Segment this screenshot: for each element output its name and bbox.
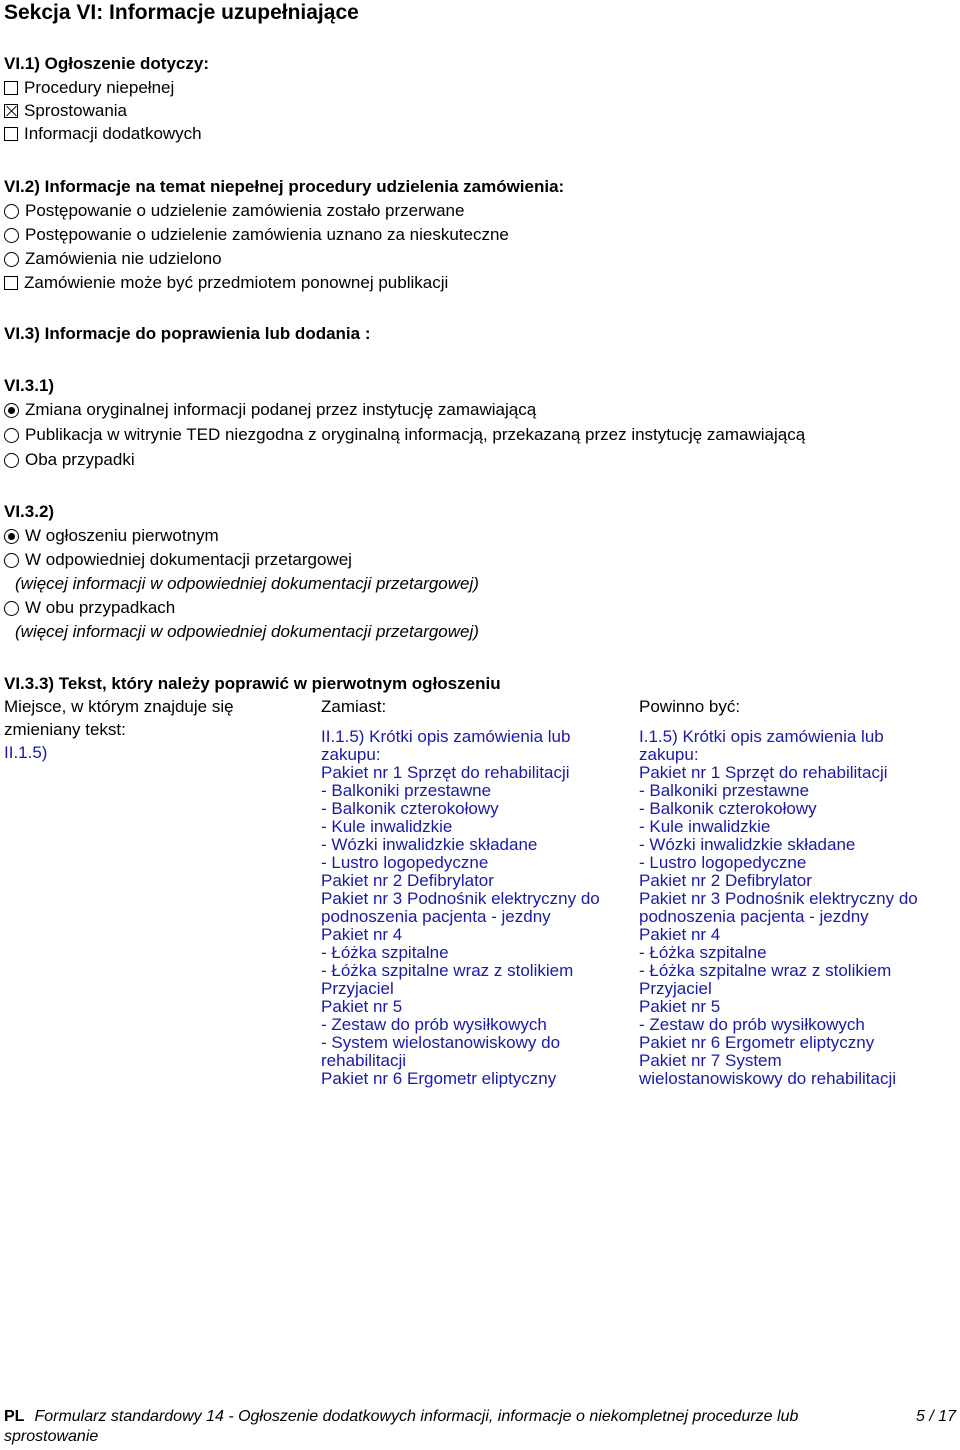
text-line: Pakiet nr 2 Defibrylator [639, 871, 812, 890]
text-line: - Zestaw do prób wysiłkowych [321, 1015, 547, 1034]
text-line: rehabilitacji [321, 1051, 407, 1070]
checkbox-unchecked-icon [4, 276, 18, 290]
vi32-option-ogloszenie[interactable] [4, 524, 219, 548]
place-label: Miejsce, w którym znajduje się [4, 697, 234, 716]
vi32-note: (więcej informacji w odpowiedniej dokumentacji przetargowej) [15, 622, 479, 641]
instead-text [321, 728, 600, 1088]
radio-checked-icon [4, 529, 19, 544]
text-line: - Balkoniki przestawne [639, 781, 810, 800]
checkbox-unchecked-icon [4, 81, 18, 95]
text-line: Pakiet nr 5 [321, 997, 403, 1016]
text-line: zakupu: [321, 745, 381, 764]
text-line: Pakiet nr 6 Ergometr eliptyczny [321, 1069, 557, 1088]
footer-form-name-cont: sprostowanie [4, 1428, 99, 1445]
vi2-option-label: Zamówienie może być przedmiotem ponownej publikacji [24, 273, 449, 292]
vi31-option-oba[interactable] [4, 448, 135, 472]
vi1-option-label: Procedury niepełnej [24, 78, 175, 97]
vi2-option-przerwane[interactable] [4, 199, 464, 223]
text-line: - Kule inwalidzkie [321, 817, 453, 836]
radio-unchecked-icon [4, 428, 19, 443]
text-line: - Łóżka szpitalne wraz z stolikiem [321, 961, 574, 980]
vi1-option-sprostowania[interactable] [4, 99, 127, 123]
text-line: II.1.5) Krótki opis zamówienia lub [321, 727, 571, 746]
checkbox-unchecked-icon [4, 127, 18, 141]
vi32-note: (więcej informacji w odpowiedniej dokumentacji przetargowej) [15, 574, 479, 593]
vi1-option-informacji[interactable] [4, 122, 202, 146]
place-value: II.1.5) [4, 743, 48, 762]
vi31-option-ted[interactable] [4, 423, 805, 447]
radio-unchecked-icon [4, 252, 19, 267]
text-line: podnoszenia pacjenta - jezdny [321, 907, 551, 926]
radio-unchecked-icon [4, 601, 19, 616]
text-line: zakupu: [639, 745, 699, 764]
footer-lang: PL [4, 1408, 25, 1425]
vi31-option-zmiana[interactable] [4, 398, 536, 422]
radio-unchecked-icon [4, 453, 19, 468]
radio-checked-icon [4, 403, 19, 418]
text-line: Pakiet nr 4 [639, 925, 721, 944]
text-line: Pakiet nr 2 Defibrylator [321, 871, 494, 890]
vi3-heading: VI.3) Informacje do poprawienia lub dodania : [4, 324, 371, 343]
vi33-heading: VI.3.3) Tekst, który należy poprawić w pierwotnym ogłoszeniu [4, 674, 501, 693]
vi32-option-label: W odpowiedniej dokumentacji przetargowej [25, 550, 352, 569]
vi31-heading: VI.3.1) [4, 376, 55, 395]
vi32-option-oba[interactable] [4, 596, 175, 620]
vi1-option-procedury[interactable] [4, 76, 174, 100]
text-line: - Łóżka szpitalne wraz z stolikiem [639, 961, 892, 980]
section-title: Sekcja VI: Informacje uzupełniające [4, 1, 359, 24]
text-line: - Lustro logopedyczne [321, 853, 489, 872]
text-line: - Balkoniki przestawne [321, 781, 492, 800]
text-line: podnoszenia pacjenta - jezdny [639, 907, 869, 926]
place-label: zmieniany tekst: [4, 720, 126, 739]
text-line: - Lustro logopedyczne [639, 853, 807, 872]
text-line: - Wózki inwalidzkie składane [639, 835, 856, 854]
text-line: - Balkonik czterokołowy [639, 799, 817, 818]
instead-label: Zamiast: [321, 697, 387, 716]
text-line: wielostanowiskowy do rehabilitacji [639, 1069, 897, 1088]
vi31-option-label: Zmiana oryginalnej informacji podanej przez instytucję zamawiającą [25, 400, 537, 419]
radio-unchecked-icon [4, 553, 19, 568]
text-line: Pakiet nr 4 [321, 925, 403, 944]
text-line: I.1.5) Krótki opis zamówienia lub [639, 727, 884, 746]
text-line: - Balkonik czterokołowy [321, 799, 499, 818]
vi32-option-label: W ogłoszeniu pierwotnym [25, 526, 219, 545]
vi1-option-label: Informacji dodatkowych [24, 124, 202, 143]
vi31-option-label: Oba przypadki [25, 450, 135, 469]
vi31-option-label: Publikacja w witrynie TED niezgodna z oryginalną informacją, przekazaną przez instytucję zamawiającą [25, 425, 806, 444]
should-label: Powinno być: [639, 697, 741, 716]
vi32-option-label: W obu przypadkach [25, 598, 176, 617]
text-line: Pakiet nr 5 [639, 997, 721, 1016]
vi32-heading: VI.3.2) [4, 502, 55, 521]
checkbox-checked-icon [4, 104, 18, 118]
page-footer [4, 1406, 956, 1446]
vi2-option-ponownej-publikacji[interactable] [4, 271, 448, 295]
text-line: - Łóżka szpitalne [639, 943, 767, 962]
vi2-heading: VI.2) Informacje na temat niepełnej procedury udzielenia zamówienia: [4, 177, 565, 196]
text-line: - Zestaw do prób wysiłkowych [639, 1015, 865, 1034]
text-line: Pakiet nr 1 Sprzęt do rehabilitacji [639, 763, 888, 782]
vi32-option-dokumentacja[interactable] [4, 548, 352, 572]
vi1-heading: VI.1) Ogłoszenie dotyczy: [4, 54, 209, 73]
text-line: Pakiet nr 3 Podnośnik elektryczny do [639, 889, 918, 908]
vi2-option-label: Zamówienia nie udzielono [25, 249, 222, 268]
text-line: Pakiet nr 6 Ergometr eliptyczny [639, 1033, 875, 1052]
text-line: Pakiet nr 1 Sprzęt do rehabilitacji [321, 763, 570, 782]
footer-page-number: 5 / 17 [915, 1408, 956, 1425]
vi2-option-nie-udzielono[interactable] [4, 247, 222, 271]
text-line: - System wielostanowiskowy do [321, 1033, 561, 1052]
text-line: Przyjaciel [639, 979, 712, 998]
text-line: Pakiet nr 7 System [639, 1051, 782, 1070]
text-line: - Wózki inwalidzkie składane [321, 835, 538, 854]
text-line: - Łóżka szpitalne [321, 943, 449, 962]
text-line: Przyjaciel [321, 979, 394, 998]
vi2-option-label: Postępowanie o udzielenie zamówienia zostało przerwane [25, 201, 465, 220]
text-line: - Kule inwalidzkie [639, 817, 771, 836]
radio-unchecked-icon [4, 204, 19, 219]
vi2-option-label: Postępowanie o udzielenie zamówienia uznano za nieskuteczne [25, 225, 509, 244]
should-text [639, 728, 918, 1088]
vi1-option-label: Sprostowania [24, 101, 128, 120]
text-line: Pakiet nr 3 Podnośnik elektryczny do [321, 889, 600, 908]
vi2-option-nieskuteczne[interactable] [4, 223, 509, 247]
radio-unchecked-icon [4, 228, 19, 243]
footer-form-name: Formularz standardowy 14 - Ogłoszenie dodatkowych informacji, informacje o niekompletnej procedurze lub [34, 1408, 799, 1425]
